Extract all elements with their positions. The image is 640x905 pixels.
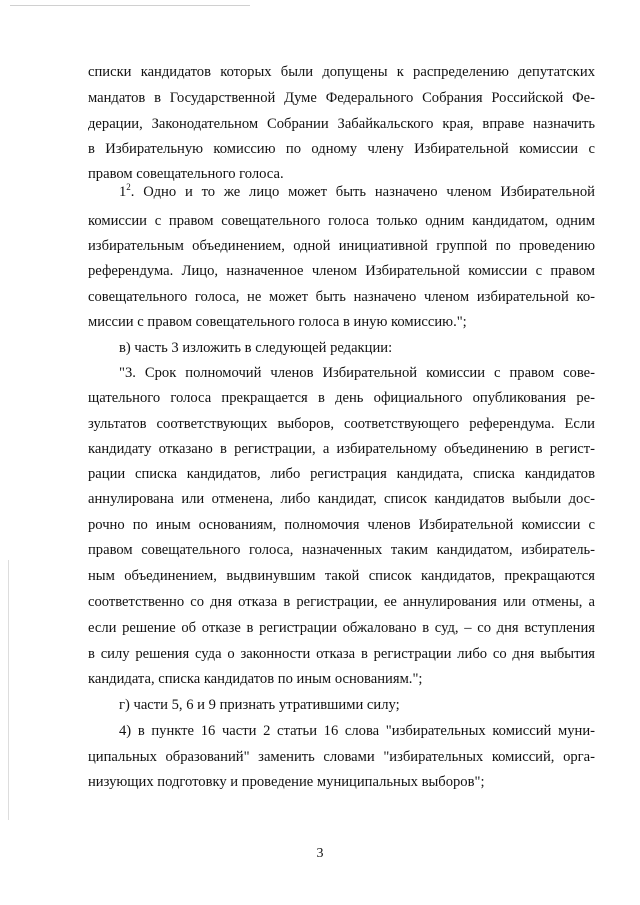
text-line: г) части 5, 6 и 9 признать утратившими силу; xyxy=(119,697,400,713)
text-line: правом совещательного голоса. xyxy=(88,166,284,182)
text-line: комиссии с правом совещательного голоса только одним кандидатом, одним xyxy=(88,213,595,229)
text-line: рации списка кандидатов, либо регистрация кандидата, списка кандидатов xyxy=(88,466,595,482)
text-line: низующих подготовку и проведение муниципальных выборов"; xyxy=(88,774,485,790)
paragraph-number: 1 xyxy=(119,184,127,200)
text-line: рочно по иным основаниям, полномочия членов Избирательной комиссии с xyxy=(88,517,595,533)
text-line: в Избирательную комиссию по одному члену Избирательной комиссии с xyxy=(88,141,595,157)
text-line: референдума. Лицо, назначенное членом Избирательной комиссии с правом xyxy=(88,263,595,279)
text-line: "3. Срок полномочий членов Избирательной комиссии с правом сове- xyxy=(119,365,595,381)
page-number: 3 xyxy=(316,846,324,861)
paragraph-number-suffix: . xyxy=(130,184,135,200)
text-line: списки кандидатов которых были допущены к распределению депутатских xyxy=(88,64,595,80)
scan-mark-left xyxy=(8,560,9,820)
text-line: аннулирована или отменена, либо кандидат, список кандидатов выбыли дос- xyxy=(88,491,595,507)
text-line: 4) в пункте 16 части 2 статьи 16 слова "избирательных комиссий муни- xyxy=(119,723,595,739)
text-line: совещательного голоса, не может быть назначено членом избирательной ко- xyxy=(88,289,595,305)
scan-mark-top xyxy=(10,5,250,6)
text-line: зультатов соответствующих выборов, соответствующего референдума. Если xyxy=(88,416,595,432)
text-line: ципальных образований" заменить словами "избирательных комиссий, орга- xyxy=(88,749,595,765)
text-line: мандатов в Государственной Думе Федерального Собрания Российской Фе- xyxy=(88,90,595,106)
text-line: кандидата, списка кандидатов по иным основаниям."; xyxy=(88,671,423,687)
text-line: щательного голоса прекращается в день официального опубликования ре- xyxy=(88,390,595,406)
text-line: в силу решения суда о законности отказа в регистрации либо со дня выбытия xyxy=(88,646,595,662)
paragraph-1-2-first-line xyxy=(119,183,595,201)
text-line: дерации, Законодательном Собрании Забайкальского края, вправе назначить xyxy=(88,116,595,132)
text-line: если решение об отказе в регистрации обжаловано в суд, – со дня вступления xyxy=(88,620,595,636)
text-line: Одно и то же лицо может быть назначено членом Избирательной xyxy=(143,184,595,200)
text-line: избирательным объединением, одной инициативной группой по проведению xyxy=(88,238,595,254)
text-line: миссии с правом совещательного голоса в иную комиссию."; xyxy=(88,314,467,330)
text-line: в) часть 3 изложить в следующей редакции: xyxy=(119,340,393,356)
paragraph-superscript: 2 xyxy=(126,182,131,193)
text-line: соответственно со дня отказа в регистрации, ее аннулирования или отмены, а xyxy=(88,594,595,610)
text-line: правом совещательного голоса, назначенных таким кандидатом, избиратель- xyxy=(88,542,595,558)
text-line: кандидату отказано в регистрации, а избирательному объединению в регист- xyxy=(88,441,595,457)
text-line: ным объединением, выдвинувшим такой список кандидатов, прекращаются xyxy=(88,568,595,584)
